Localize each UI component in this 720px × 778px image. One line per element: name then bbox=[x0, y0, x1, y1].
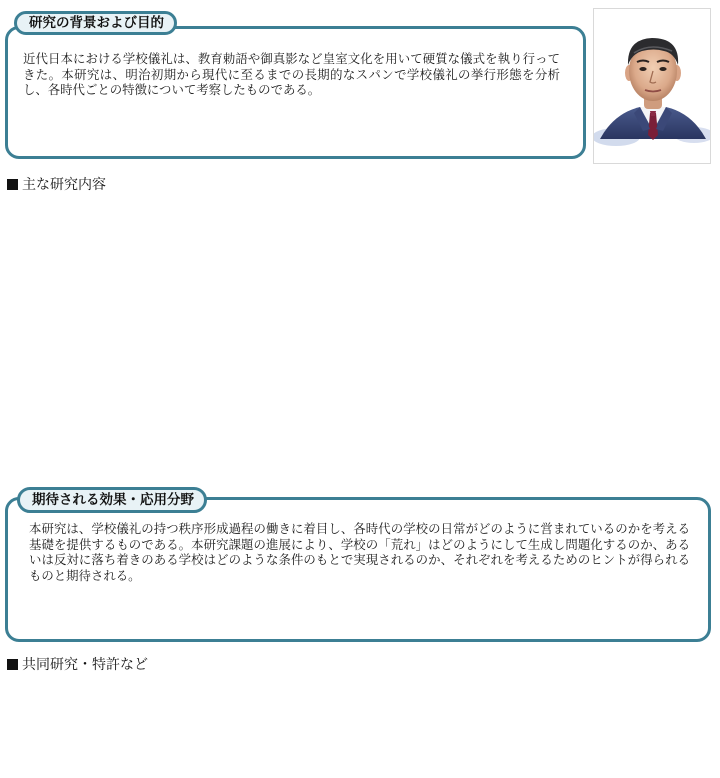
background-section-text: 近代日本における学校儀礼は、教育勅語や御真影など皇室文化を用いて硬質な儀式を執り行ってきた。本研究は、明治初期から現代に至るまでの長期的なスパンで学校儀礼の挙行形態を分析し、各時代ごとの特徴について考察したものである。 bbox=[23, 51, 560, 97]
effects-section-title: 期待される効果・応用分野 bbox=[17, 487, 207, 513]
main-research-heading bbox=[7, 176, 106, 194]
researcher-photo bbox=[593, 8, 711, 164]
effects-section-text: 本研究は、学校儀礼の持つ秩序形成過程の働きに着目し、各時代の学校の日常がどのように営まれているのかを考える基礎を提供するものである。本研究課題の進展により、学校の「荒れ」はどのようにして生成し問題化するのか、あるいは反対に落ち着きのある学校はどのような条件のもとで実現されるのか、それぞれを考えるためのヒントが得られるものと期待される。 bbox=[29, 521, 690, 583]
joint-research-heading-text: 共同研究・特許など bbox=[22, 657, 148, 673]
square-bullet-icon bbox=[7, 179, 18, 190]
background-tab-connector bbox=[196, 26, 446, 29]
main-research-heading-text: 主な研究内容 bbox=[22, 177, 106, 193]
joint-research-heading bbox=[7, 656, 148, 674]
background-section-title: 研究の背景および目的 bbox=[14, 11, 177, 35]
square-bullet-icon bbox=[7, 659, 18, 670]
effects-tab-connector bbox=[230, 497, 620, 500]
portrait-image bbox=[594, 9, 711, 164]
